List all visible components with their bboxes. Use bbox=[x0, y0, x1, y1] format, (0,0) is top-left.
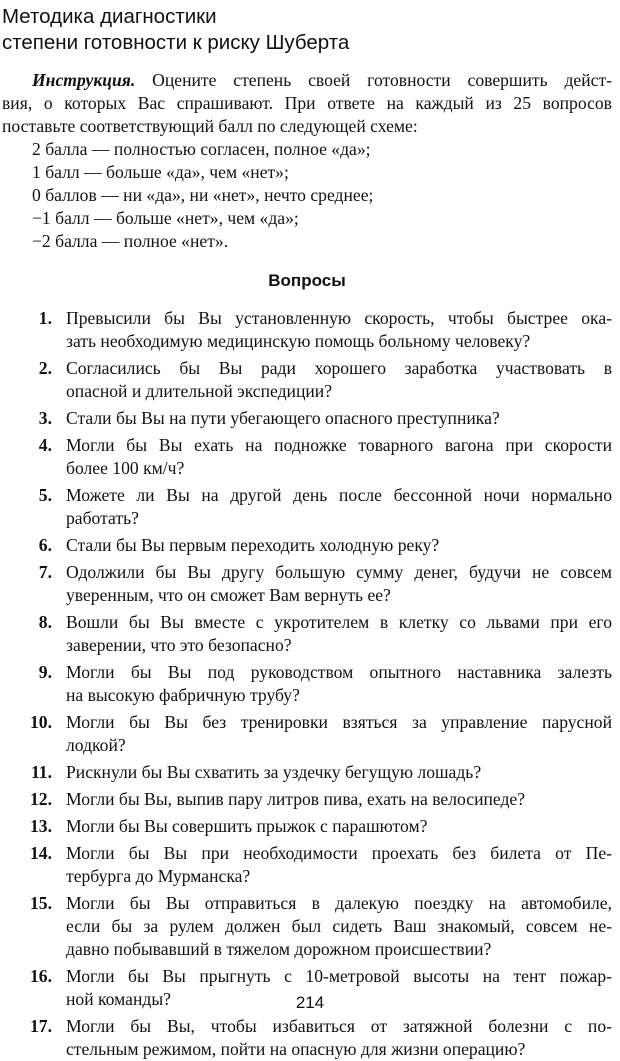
page-title bbox=[2, 4, 612, 56]
scale-item: 1 балл — больше «да», чем «нет»; bbox=[32, 162, 289, 182]
question-text-line: Превысили бы Вы установленную скорость, чтобы быстрее ока- bbox=[66, 308, 612, 328]
question-item bbox=[2, 561, 612, 607]
question-text-line: заверении, что это безопасно? bbox=[66, 635, 292, 655]
question-text-line: Можете ли Вы на другой день после бессонной ночи нормально bbox=[66, 485, 612, 505]
question-text-line: Стали бы Вы первым переходить холодную реку? bbox=[66, 535, 440, 555]
instruction-line-3: поставьте соответствующий балл по следующей схеме: bbox=[2, 116, 418, 136]
instruction-block bbox=[2, 69, 612, 138]
question-number: 2. bbox=[38, 358, 52, 378]
question-text-line: зать необходимую медицинскую помощь больному человеку? bbox=[66, 331, 531, 351]
instruction-line-2: вия, о которых Вас спрашивают. При ответе на каждый из 25 вопросов bbox=[2, 93, 612, 113]
question-item bbox=[2, 407, 612, 430]
question-text-line: ной команды? bbox=[66, 989, 171, 1009]
question-item bbox=[2, 661, 612, 707]
title-line-1: Методика диагностики bbox=[2, 5, 217, 28]
question-item bbox=[2, 892, 612, 961]
section-heading: Вопросы bbox=[268, 271, 346, 290]
question-text-line: Могли бы Вы под руководством опытного наставника залезть bbox=[66, 662, 612, 682]
title-line-2: степени готовности к риску Шуберта bbox=[2, 31, 350, 54]
scale-item: −1 балл — больше «нет», чем «да»; bbox=[32, 208, 299, 228]
question-text-line: Согласились бы Вы ради хорошего заработка участвовать в bbox=[66, 358, 612, 378]
question-item bbox=[2, 534, 612, 557]
question-item bbox=[2, 1015, 612, 1061]
question-text-line: работать? bbox=[66, 508, 139, 528]
instruction-line-1 bbox=[2, 69, 612, 92]
question-number: 4. bbox=[38, 435, 52, 455]
question-item bbox=[2, 788, 612, 811]
page-number: 214 bbox=[295, 993, 325, 1012]
instruction-line-1-text: Оцените степень своей готовности совершить дейст- bbox=[135, 70, 612, 90]
question-number: 6. bbox=[38, 535, 52, 555]
question-item bbox=[2, 842, 612, 888]
question-item bbox=[2, 357, 612, 403]
instruction-label: Инструкция. bbox=[32, 70, 136, 90]
question-text-line: Стали бы Вы на пути убегающего опасного преступника? bbox=[66, 408, 500, 428]
question-number: 13. bbox=[30, 816, 52, 836]
question-number: 5. bbox=[38, 485, 52, 505]
question-number: 3. bbox=[38, 408, 52, 428]
question-text-line: стельным режимом, пойти на опасную для жизни операцию? bbox=[66, 1039, 526, 1059]
question-number: 11. bbox=[30, 762, 52, 782]
question-number: 1. bbox=[38, 308, 52, 328]
question-text-line: более 100 км/ч? bbox=[66, 458, 185, 478]
question-number: 15. bbox=[30, 893, 52, 913]
question-number: 16. bbox=[30, 966, 52, 986]
question-text-line: Могли бы Вы отправиться в далекую поездку на автомобиле, bbox=[66, 893, 612, 913]
question-text-line: Вошли бы Вы вместе с укротителем в клетку со львами при его bbox=[66, 612, 612, 632]
question-text-line: опасной и длительной экспедиции? bbox=[66, 381, 333, 401]
question-text-line: Могли бы Вы при необходимости проехать без билета от Пе- bbox=[66, 843, 612, 863]
question-item bbox=[2, 484, 612, 530]
scale-item: 2 балла — полностью согласен, полное «да»; bbox=[32, 139, 371, 159]
question-text-line: Могли бы Вы, выпив пару литров пива, ехать на велосипеде? bbox=[66, 789, 526, 809]
question-text-line: Могли бы Вы, чтобы избавиться от затяжной болезни с по- bbox=[66, 1016, 612, 1036]
question-text-line: Одолжили бы Вы другу большую сумму денег, будучи не совсем bbox=[66, 562, 612, 582]
question-number: 10. bbox=[30, 712, 52, 732]
question-text-line: тербурга до Мурманска? bbox=[66, 866, 251, 886]
scale-item: −2 балла — полное «нет». bbox=[32, 231, 229, 251]
question-item bbox=[2, 611, 612, 657]
question-number: 7. bbox=[38, 562, 52, 582]
scale-item: 0 баллов — ни «да», ни «нет», нечто среднее; bbox=[32, 185, 374, 205]
question-text-line: Могли бы Вы прыгнуть с 10-метровой высоты на тент пожар- bbox=[66, 966, 612, 986]
question-text-line: Могли бы Вы совершить прыжок с парашютом? bbox=[66, 816, 428, 836]
question-text-line: лодкой? bbox=[66, 735, 126, 755]
question-text-line: Могли бы Вы без тренировки взяться за управление парусной bbox=[66, 712, 612, 732]
question-item bbox=[2, 307, 612, 353]
question-number: 9. bbox=[38, 662, 52, 682]
scoring-scale bbox=[2, 138, 612, 253]
question-text-line: Рискнули бы Вы схватить за уздечку бегущую лошадь? bbox=[66, 762, 482, 782]
question-item bbox=[2, 711, 612, 757]
question-item bbox=[2, 761, 612, 784]
question-number: 14. bbox=[30, 843, 52, 863]
question-number: 12. bbox=[30, 789, 52, 809]
question-text-line: если бы за рулем должен был сидеть Ваш знакомый, совсем не- bbox=[66, 916, 612, 936]
question-item bbox=[2, 434, 612, 480]
question-text-line: давно побывавший в тяжелом дорожном происшествии? bbox=[66, 939, 492, 959]
question-text-line: уверенным, что он сможет Вам вернуть ее? bbox=[66, 585, 391, 605]
questions-list bbox=[2, 307, 612, 1061]
question-number: 17. bbox=[30, 1016, 52, 1036]
question-item bbox=[2, 815, 612, 838]
question-text-line: Могли бы Вы ехать на подножке товарного вагона при скорости bbox=[66, 435, 612, 455]
question-text-line: на высокую фабричную трубу? bbox=[66, 685, 300, 705]
question-number: 8. bbox=[38, 612, 52, 632]
